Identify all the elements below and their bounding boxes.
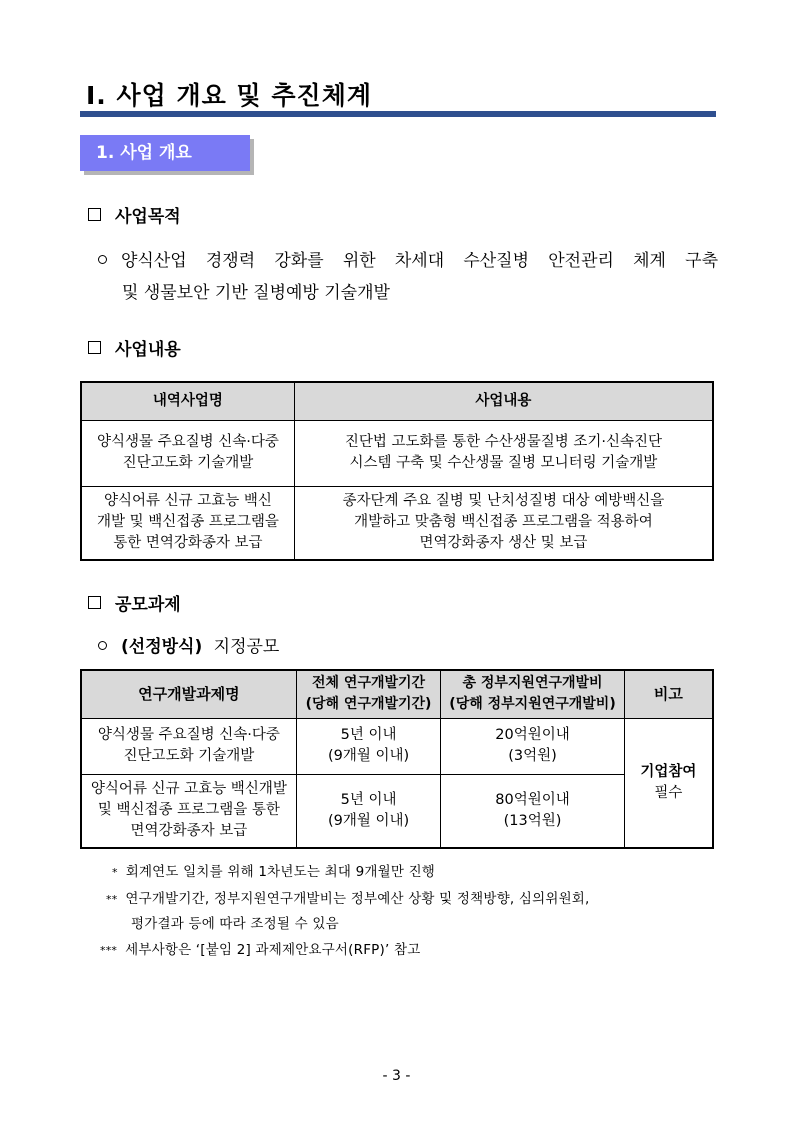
chapter-heading (86, 76, 372, 112)
call-heading (88, 590, 181, 615)
content-row-1-name: 양식생물 주요질병 신속·다중 진단고도화 기술개발 (81, 420, 294, 486)
chapter-title: 사업 개요 및 추진체계 (116, 81, 372, 110)
call-row-1-title: 양식생물 주요질병 신속·다중 진단고도화 기술개발 (81, 718, 296, 774)
purpose-heading-label: 사업목적 (115, 207, 181, 227)
content-header-desc: 사업내용 (294, 382, 713, 420)
purpose-line-2: 및 생물보안 기반 질병예방 기술개발 (122, 283, 390, 303)
call-row-1-period: 5년 이내 (9개월 이내) (296, 718, 441, 774)
call-header-period: 전체 연구개발기간 (당해 연구개발기간) (296, 670, 441, 718)
footnote-2-continued: 평가결과 등에 따라 조정될 수 있음 (131, 916, 339, 932)
content-header-name: 내역사업명 (81, 382, 294, 420)
chapter-rule (80, 111, 716, 117)
table-row (81, 486, 713, 560)
footnote-2: ** 연구개발기간, 정부지원연구개발비는 정부예산 상황 및 정책방향, 심의위원회, (106, 891, 590, 907)
table-row (81, 774, 713, 848)
call-row-2-title: 양식어류 신규 고효능 백신개발 및 백신접종 프로그램을 통한 면역강화종자 보급 (81, 774, 296, 848)
call-remark: 기업참여 필수 (624, 718, 713, 848)
selection-method-label: (선정방식) (121, 637, 203, 657)
call-row-1-budget: 20억원이내 (3억원) (441, 718, 624, 774)
selection-method (98, 631, 279, 663)
call-row-2-budget: 80억원이내 (13억원) (441, 774, 624, 848)
call-table (80, 669, 714, 849)
section-title: 1. 사업 개요 (80, 135, 250, 171)
square-bullet-icon (88, 341, 101, 354)
call-row-2-period: 5년 이내 (9개월 이내) (296, 774, 441, 848)
purpose-line-1: 양식산업 경쟁력 강화를 위한 차세대 수산질병 안전관리 체계 구축 (121, 251, 718, 271)
call-heading-label: 공모과제 (115, 595, 181, 615)
circle-bullet-icon (98, 255, 107, 264)
page-number: - 3 - (382, 1068, 411, 1084)
content-row-2-desc: 종자단계 주요 질병 및 난치성질병 대상 예방백신을 개발하고 맞춤형 백신접종 프로그램을 적용하여 면역강화종자 생산 및 보급 (294, 486, 713, 560)
content-heading (88, 335, 181, 360)
footnote-3: *** 세부사항은 ‘[붙임 2] 과제제안요구서(RFP)’ 참고 (100, 942, 421, 958)
square-bullet-icon (88, 596, 101, 609)
content-row-1-desc: 진단법 고도화를 통한 수산생물질병 조기·신속진단 시스템 구축 및 수산생물 질병 모니터링 기술개발 (294, 420, 713, 486)
table-row (81, 718, 713, 774)
circle-bullet-icon (98, 641, 107, 650)
call-header-title: 연구개발과제명 (81, 670, 296, 718)
call-header-remark: 비고 (624, 670, 713, 718)
call-header-budget: 총 정부지원연구개발비 (당해 정부지원연구개발비) (441, 670, 624, 718)
chapter-number: Ⅰ. (86, 81, 107, 110)
selection-method-value: 지정공모 (213, 637, 280, 657)
content-table (80, 381, 714, 561)
footnote-1: * 회계연도 일치를 위해 1차년도는 최대 9개월만 진행 (112, 864, 436, 880)
square-bullet-icon (88, 208, 101, 221)
content-row-2-name: 양식어류 신규 고효능 백신 개발 및 백신접종 프로그램을 통한 면역강화종자 보급 (81, 486, 294, 560)
purpose-paragraph (98, 245, 718, 309)
content-heading-label: 사업내용 (115, 340, 181, 360)
purpose-heading (88, 202, 181, 227)
table-row (81, 420, 713, 486)
